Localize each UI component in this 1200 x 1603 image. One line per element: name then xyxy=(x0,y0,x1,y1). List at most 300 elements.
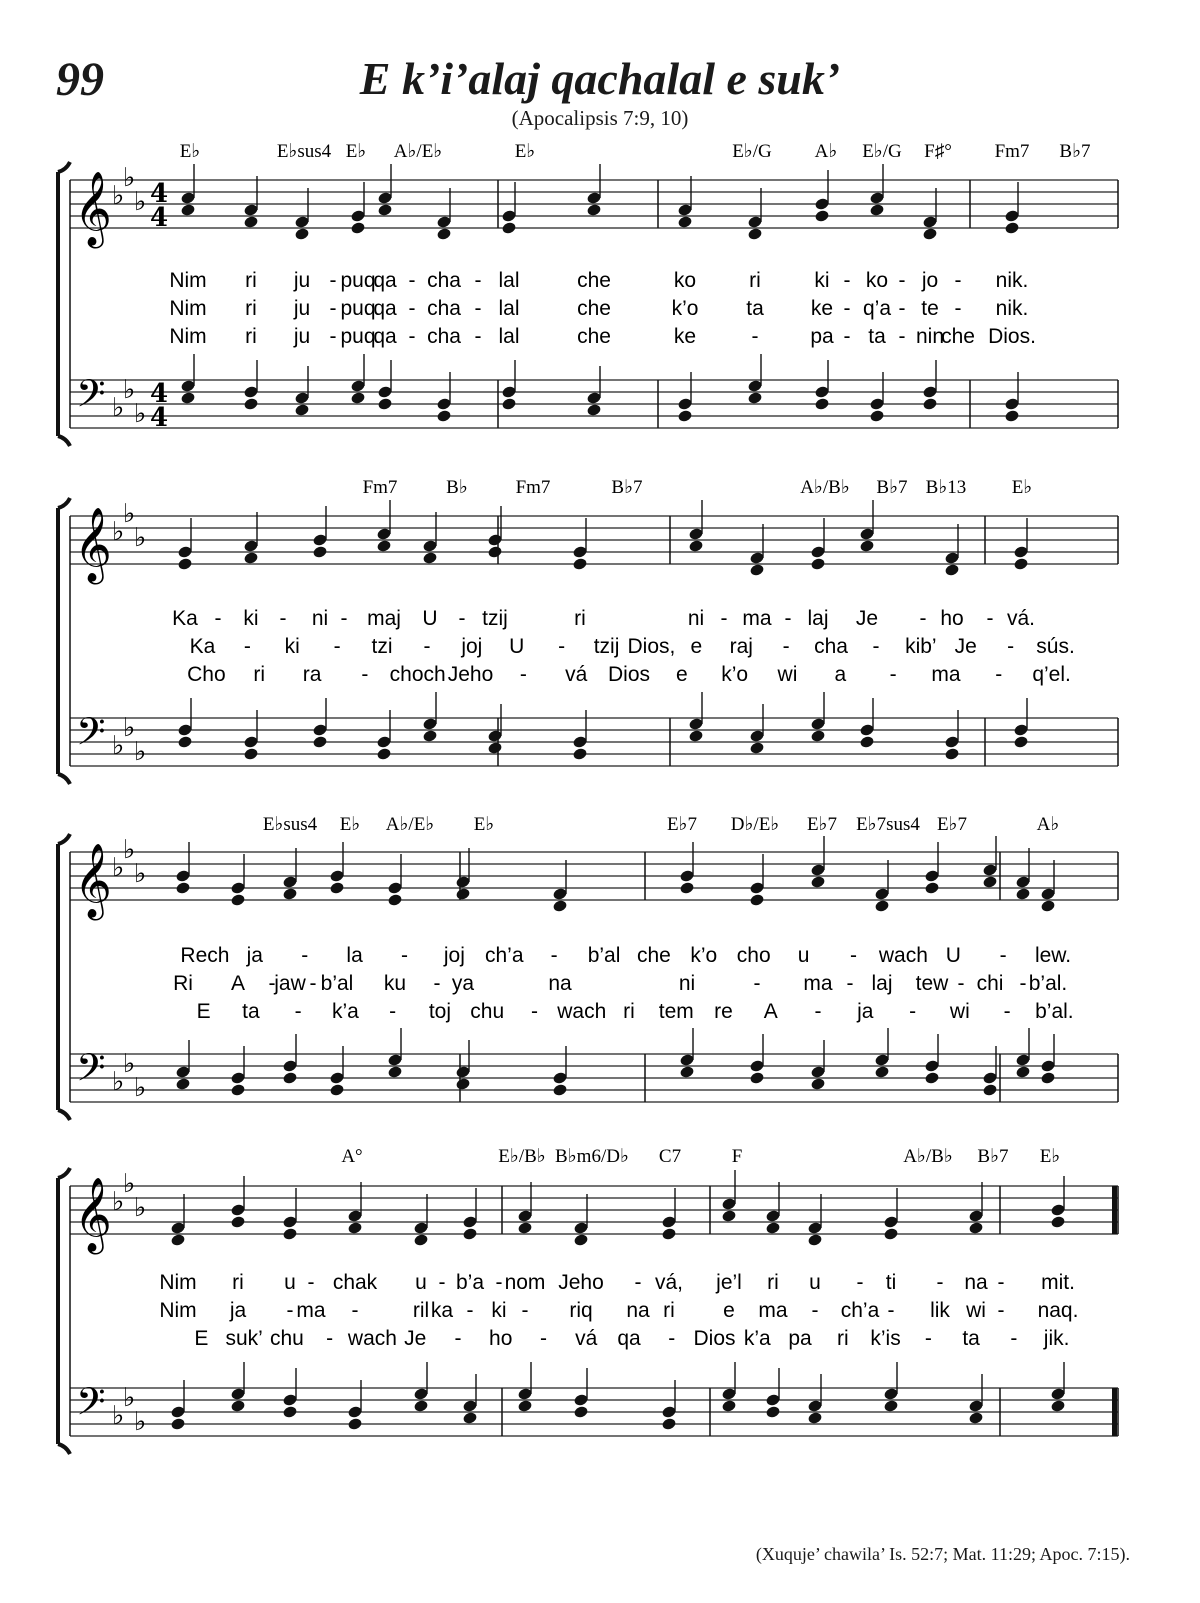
lyric-syllable: Jeho xyxy=(447,663,494,686)
lyric-syllable: - xyxy=(850,944,857,967)
chord-symbol: Fm7 xyxy=(362,477,398,498)
lyric-syllable: - xyxy=(361,663,369,686)
lyric-syllable: - xyxy=(329,269,337,292)
lyric-syllable: nin xyxy=(915,325,945,348)
notehead xyxy=(350,391,366,405)
lyric-syllable: riq xyxy=(569,1299,593,1322)
treble-clef: 𝄞 xyxy=(74,844,112,918)
lyric-syllable: k’a xyxy=(331,1000,359,1023)
notehead xyxy=(810,875,826,889)
lyric-syllable: - xyxy=(1019,972,1027,995)
lyric-syllable: b’al. xyxy=(1028,972,1068,995)
notehead xyxy=(924,1071,940,1085)
chord-symbol: E♭7sus4 xyxy=(856,814,920,835)
lyric-syllable: u xyxy=(809,1271,821,1294)
lyric-syllable: - xyxy=(214,607,222,630)
lyric-syllable: joj xyxy=(461,635,483,658)
key-flat: ♭ xyxy=(123,163,136,193)
chord-symbol: E♭ xyxy=(339,814,361,835)
lyric-syllable: - xyxy=(340,607,348,630)
lyric-syllable: ri xyxy=(574,607,586,630)
lyric-syllable: ki xyxy=(814,269,830,292)
bass-clef: 𝄢 xyxy=(76,1045,106,1099)
key-flat: ♭ xyxy=(134,1193,147,1223)
lyric-syllable: u xyxy=(284,1271,296,1294)
lyric-syllable: - xyxy=(389,1000,397,1023)
lyric-syllable: chu xyxy=(470,1000,505,1023)
notehead xyxy=(883,1227,899,1241)
lyric-syllable: - xyxy=(329,297,337,320)
lyric-syllable: jik. xyxy=(1043,1327,1070,1350)
chord-symbol: E♭7 xyxy=(936,814,968,835)
chord-symbol: B♭7 xyxy=(876,477,908,498)
lyric-syllable: - xyxy=(909,1000,917,1023)
lyric-syllable: - xyxy=(957,972,965,995)
notehead xyxy=(1013,735,1029,749)
lyric-syllable: - xyxy=(433,972,441,995)
lyric-syllable: - xyxy=(466,1299,474,1322)
notehead xyxy=(688,729,704,743)
lyric-syllable: q’a xyxy=(862,297,892,320)
notehead xyxy=(282,1227,298,1241)
key-flat: ♭ xyxy=(112,853,125,883)
notehead xyxy=(749,563,765,577)
lyric-syllable: che xyxy=(577,269,611,292)
system-bracket xyxy=(58,1168,70,1454)
lyric-syllable: - xyxy=(519,663,527,686)
notehead xyxy=(661,1227,677,1241)
key-flat: ♭ xyxy=(134,523,147,553)
lyric-syllable: ke xyxy=(810,297,834,320)
chord-symbol: A♭/E♭ xyxy=(385,814,435,835)
system-4 xyxy=(58,1146,1118,1454)
notehead xyxy=(572,747,588,761)
lyric-syllable: k’o xyxy=(690,944,718,967)
lyric-syllable: - xyxy=(872,635,880,658)
lyric-syllable: - xyxy=(668,1327,676,1350)
lyric-syllable: chak xyxy=(332,1271,378,1294)
lyric-syllable: ri xyxy=(663,1299,675,1322)
time-signature-treble xyxy=(150,179,168,233)
lyric-syllable: ma xyxy=(803,972,833,995)
lyric-syllable: ch’a xyxy=(840,1299,880,1322)
lyric-syllable: ti xyxy=(885,1271,897,1294)
notehead xyxy=(294,403,310,417)
chord-symbol: A° xyxy=(341,1146,363,1167)
bass-staff xyxy=(70,1388,1118,1436)
notehead xyxy=(874,899,890,913)
lyric-syllable: ju xyxy=(293,269,311,292)
notehead xyxy=(810,1077,826,1091)
scripture-reference: (Apocalipsis 7:9, 10) xyxy=(511,106,689,130)
verse-1-lyrics xyxy=(159,1271,1075,1294)
lyric-syllable: ju xyxy=(293,297,311,320)
lyric-syllable: - xyxy=(753,972,761,995)
notehead xyxy=(883,1399,899,1413)
notehead xyxy=(376,539,392,553)
notehead xyxy=(436,227,452,241)
lyric-syllable: b’al xyxy=(587,944,621,967)
notehead xyxy=(859,539,875,553)
lyric-syllable: ch’a xyxy=(485,944,524,967)
system-3 xyxy=(58,814,1118,1120)
lyric-syllable: ra xyxy=(302,663,322,686)
chord-symbol: E♭ xyxy=(345,141,367,162)
time-sig-bottom: 4 xyxy=(150,403,169,433)
lyric-syllable: ni xyxy=(678,972,696,995)
lyric-syllable: - xyxy=(784,607,792,630)
lyric-syllable: - xyxy=(898,269,906,292)
lyric-syllable: - xyxy=(307,1271,315,1294)
lyric-syllable: - xyxy=(438,1271,446,1294)
lyric-syllable: U xyxy=(945,944,961,967)
lyric-syllable: kib’ xyxy=(905,635,937,658)
bass-staff xyxy=(70,1054,1118,1102)
lyric-syllable: joj xyxy=(443,944,465,967)
lyric-syllable: ri xyxy=(253,663,266,686)
lyric-syllable: - xyxy=(999,944,1007,967)
lyric-syllable: che xyxy=(637,944,671,967)
chord-symbol: E♭sus4 xyxy=(262,814,318,835)
key-flat: ♭ xyxy=(123,835,136,865)
lyric-syllable: tew xyxy=(915,972,949,995)
notehead xyxy=(329,881,345,895)
lyric-syllable: puq xyxy=(340,269,376,292)
lyric-syllable: - xyxy=(954,297,962,320)
lyric-syllable: - xyxy=(1007,635,1015,658)
time-signature-bass xyxy=(150,379,168,433)
notehead xyxy=(312,545,328,559)
notehead xyxy=(859,735,875,749)
notehead xyxy=(180,391,196,405)
chord-symbol: A♭/B♭ xyxy=(903,1146,953,1167)
key-flat: ♭ xyxy=(112,1067,125,1097)
chord-symbol: D♭/E♭ xyxy=(730,814,780,835)
lyric-syllable: chi xyxy=(976,972,1004,995)
notehead xyxy=(294,227,310,241)
lyric-syllable: wach xyxy=(878,944,928,967)
notehead xyxy=(175,1077,191,1091)
verse-1-lyrics xyxy=(172,607,1035,630)
lyric-syllable: - xyxy=(919,607,927,630)
lyric-syllable: - xyxy=(458,607,466,630)
lyric-syllable: k’is xyxy=(870,1327,901,1350)
notehead xyxy=(282,1071,298,1085)
notehead xyxy=(230,893,246,907)
lyric-syllable: e xyxy=(723,1299,735,1322)
lyric-syllable: Nim xyxy=(169,325,207,348)
lyric-syllable: - xyxy=(454,1327,462,1350)
chord-symbol: E♭ xyxy=(1039,1146,1061,1167)
lyric-syllable: - xyxy=(1003,1000,1011,1023)
notehead xyxy=(922,397,938,411)
lyric-syllable: - xyxy=(843,325,851,348)
notehead xyxy=(376,747,392,761)
lyric-syllable: ki xyxy=(284,635,300,658)
lyric-syllable: ri xyxy=(836,1327,849,1350)
key-flat: ♭ xyxy=(123,1169,136,1199)
notehead xyxy=(377,397,393,411)
lyric-syllable: e xyxy=(675,663,688,686)
lyric-syllable: Je xyxy=(954,635,977,658)
notehead xyxy=(170,1417,186,1431)
lyric-syllable: qa xyxy=(373,297,397,320)
lyric-syllable: na xyxy=(626,1299,650,1322)
lyric-syllable: vá, xyxy=(654,1271,684,1294)
lyric-syllable: - xyxy=(887,1299,895,1322)
chord-symbol: A♭/E♭ xyxy=(393,141,443,162)
lyric-syllable: - xyxy=(843,269,851,292)
verse-3-lyrics xyxy=(197,1000,1074,1023)
lyric-syllable: ju xyxy=(293,325,311,348)
notehead xyxy=(944,747,960,761)
lyric-syllable: lal xyxy=(498,297,520,320)
notehead xyxy=(573,1405,589,1419)
notehead xyxy=(180,203,196,217)
lyric-syllable: ri xyxy=(767,1271,779,1294)
lyric-syllable: toj xyxy=(428,1000,452,1023)
lyric-syllable: q’el. xyxy=(1032,663,1071,686)
lyric-syllable: Ka xyxy=(172,607,198,630)
lyric-syllable: Ri xyxy=(173,972,193,995)
lyric-syllable: raj xyxy=(729,635,753,658)
lyric-syllable: wach xyxy=(557,1000,607,1023)
lyric-syllable: ta xyxy=(746,297,764,320)
chord-symbol: B♭13 xyxy=(925,477,967,498)
lyric-syllable: E xyxy=(196,1000,211,1023)
lyric-syllable: e xyxy=(690,635,703,658)
notehead xyxy=(177,557,193,571)
lyric-syllable: ma xyxy=(931,663,961,686)
notehead xyxy=(749,1071,765,1085)
lyric-syllable: Je xyxy=(855,607,879,630)
chord-symbol: B♭7 xyxy=(611,477,643,498)
lyric-syllable: ho xyxy=(940,607,964,630)
lyric-syllable: ni xyxy=(311,607,329,630)
lyric-syllable: - xyxy=(333,635,341,658)
lyric-syllable: na xyxy=(964,1271,988,1294)
lyric-syllable: Dios xyxy=(693,1327,736,1350)
notehead xyxy=(679,1065,695,1079)
lyric-syllable: laj xyxy=(807,607,829,630)
lyric-syllable: - xyxy=(309,972,317,995)
notehead xyxy=(1015,887,1031,901)
lyric-syllable: k’a xyxy=(743,1327,771,1350)
bass-clef: 𝄢 xyxy=(76,1379,106,1433)
treble-staff xyxy=(70,516,1118,564)
notehead xyxy=(968,1411,984,1425)
lyric-syllable: nik. xyxy=(995,269,1029,292)
system-1 xyxy=(58,141,1118,446)
notehead xyxy=(688,539,704,553)
lyric-syllable: - xyxy=(539,1327,547,1350)
chord-symbol: E♭7 xyxy=(666,814,698,835)
notehead xyxy=(749,893,765,907)
key-flat: ♭ xyxy=(112,181,125,211)
lyric-syllable: pa xyxy=(810,325,834,348)
notehead xyxy=(721,1209,737,1223)
notehead xyxy=(387,1065,403,1079)
lyric-syllable: tzij xyxy=(593,635,620,658)
lyric-syllable: je’l xyxy=(716,1271,742,1294)
verse-2-lyrics xyxy=(173,972,1067,995)
lyric-syllable: ni xyxy=(687,607,705,630)
notehead xyxy=(243,747,259,761)
key-flat: ♭ xyxy=(134,1073,147,1103)
chord-symbol: A♭ xyxy=(1036,814,1060,835)
notehead xyxy=(282,1405,298,1419)
lyric-syllable: cho xyxy=(736,944,771,967)
notehead xyxy=(387,893,403,907)
notehead xyxy=(572,557,588,571)
lyric-syllable: u xyxy=(415,1271,427,1294)
key-flat: ♭ xyxy=(123,375,136,405)
lyric-syllable: lik xyxy=(930,1299,950,1322)
lyric-syllable: lal xyxy=(498,269,520,292)
lyric-syllable: - xyxy=(846,972,854,995)
notehead xyxy=(869,203,885,217)
key-flat: ♭ xyxy=(123,1049,136,1079)
notehead xyxy=(1004,409,1020,423)
lyric-syllable: - xyxy=(530,1000,538,1023)
key-flat: ♭ xyxy=(134,737,147,767)
time-sig-bottom: 4 xyxy=(150,203,169,233)
lyric-syllable: wach xyxy=(347,1327,397,1350)
lyric-syllable: - xyxy=(986,607,994,630)
lyric-syllable: Dios xyxy=(607,663,651,686)
lyric-syllable: - xyxy=(889,663,897,686)
notehead xyxy=(869,409,885,423)
notehead xyxy=(679,881,695,895)
lyric-syllable: a xyxy=(834,663,847,686)
lyric-syllable: nik. xyxy=(995,297,1029,320)
verse-2-lyrics xyxy=(190,635,1075,658)
lyric-syllable: - xyxy=(550,944,558,967)
notehead xyxy=(462,1411,478,1425)
notehead xyxy=(810,557,826,571)
chord-symbol: E♭ xyxy=(179,141,201,162)
lyric-syllable: qa xyxy=(373,269,397,292)
lyric-syllable: - xyxy=(751,325,759,348)
key-flat: ♭ xyxy=(123,713,136,743)
notehead xyxy=(810,729,826,743)
notehead xyxy=(814,209,830,223)
key-flat: ♭ xyxy=(112,517,125,547)
bass-staff xyxy=(70,380,1118,428)
lyric-syllable: suk’ xyxy=(225,1327,263,1350)
lyric-syllable: - xyxy=(995,663,1003,686)
chord-symbol: E♭ xyxy=(1011,477,1033,498)
lyric-syllable: - xyxy=(268,972,276,995)
lyric-syllable: - xyxy=(924,1327,932,1350)
lyric-syllable: - xyxy=(634,1271,642,1294)
chord-symbol: B♭m6/D♭ xyxy=(555,1146,629,1167)
lyric-syllable: - xyxy=(408,325,416,348)
notehead xyxy=(677,409,693,423)
lyric-syllable: b’a xyxy=(455,1271,485,1294)
notehead xyxy=(814,397,830,411)
notehead xyxy=(765,1221,781,1235)
verse-3-lyrics xyxy=(187,663,1071,686)
notehead xyxy=(350,221,366,235)
notehead xyxy=(749,741,765,755)
lyric-syllable: nom xyxy=(504,1271,546,1294)
lyric-syllable: ri xyxy=(232,1271,244,1294)
treble-clef: 𝄞 xyxy=(74,508,112,582)
notehead xyxy=(747,391,763,405)
lyric-syllable: lew. xyxy=(1034,944,1072,967)
lyric-syllable: ki xyxy=(491,1299,507,1322)
lyric-syllable: pa xyxy=(788,1327,812,1350)
lyric-syllable: - xyxy=(294,1000,302,1023)
lyric-syllable: Dios, xyxy=(627,635,676,658)
key-flat: ♭ xyxy=(123,499,136,529)
lyric-syllable: ta xyxy=(242,1000,260,1023)
lyric-syllable: ta xyxy=(868,325,886,348)
notehead xyxy=(1040,1071,1056,1085)
lyric-syllable: - xyxy=(720,607,728,630)
notehead xyxy=(347,1417,363,1431)
lyric-syllable: che xyxy=(577,325,611,348)
lyric-syllable: tem xyxy=(658,1000,694,1023)
notehead xyxy=(1015,1065,1031,1079)
notehead xyxy=(243,397,259,411)
key-flat: ♭ xyxy=(112,1401,125,1431)
notehead xyxy=(347,1221,363,1235)
bass-clef: 𝄢 xyxy=(76,709,106,763)
lyric-syllable: re xyxy=(714,1000,733,1023)
lyric-syllable: cha xyxy=(814,635,848,658)
lyric-syllable: - xyxy=(997,1271,1005,1294)
lyric-syllable: - xyxy=(286,1299,294,1322)
lyric-syllable: ma xyxy=(296,1299,326,1322)
key-flat: ♭ xyxy=(134,859,147,889)
notehead xyxy=(586,203,602,217)
chord-symbol: A♭ xyxy=(814,141,838,162)
lyric-syllable: Nim xyxy=(169,297,207,320)
bass-staff xyxy=(70,718,1118,766)
verse-2-lyrics xyxy=(169,297,1028,320)
system-bracket xyxy=(58,834,70,1120)
key-flat: ♭ xyxy=(134,187,147,217)
chord-symbol: E♭/G xyxy=(732,141,772,162)
lyric-syllable: - xyxy=(856,1271,864,1294)
lyric-syllable: vá xyxy=(575,1327,598,1350)
system-bracket xyxy=(58,498,70,784)
notehead xyxy=(982,875,998,889)
lyric-syllable: tzij xyxy=(482,607,508,630)
lyric-syllable: Rech xyxy=(180,944,230,967)
verse-2-lyrics xyxy=(159,1299,1078,1322)
lyric-syllable: chu xyxy=(269,1327,304,1350)
notehead xyxy=(922,227,938,241)
lyric-syllable: ril xyxy=(412,1299,430,1322)
notehead xyxy=(230,1215,246,1229)
notehead xyxy=(924,881,940,895)
notehead xyxy=(487,741,503,755)
lyric-syllable: ki xyxy=(243,607,259,630)
lyric-syllable: lal xyxy=(498,325,520,348)
lyric-syllable: tzi xyxy=(371,635,393,658)
lyric-syllable: ho xyxy=(489,1327,513,1350)
verse-1-lyrics xyxy=(169,269,1028,292)
lyric-syllable: ri xyxy=(245,325,257,348)
lyric-syllable: - xyxy=(997,1299,1005,1322)
treble-clef: 𝄞 xyxy=(74,172,112,246)
lyric-syllable: u xyxy=(797,944,810,967)
hymn-title: E k’i’alaj qachalal e suk’ xyxy=(359,53,841,104)
notehead xyxy=(175,881,191,895)
